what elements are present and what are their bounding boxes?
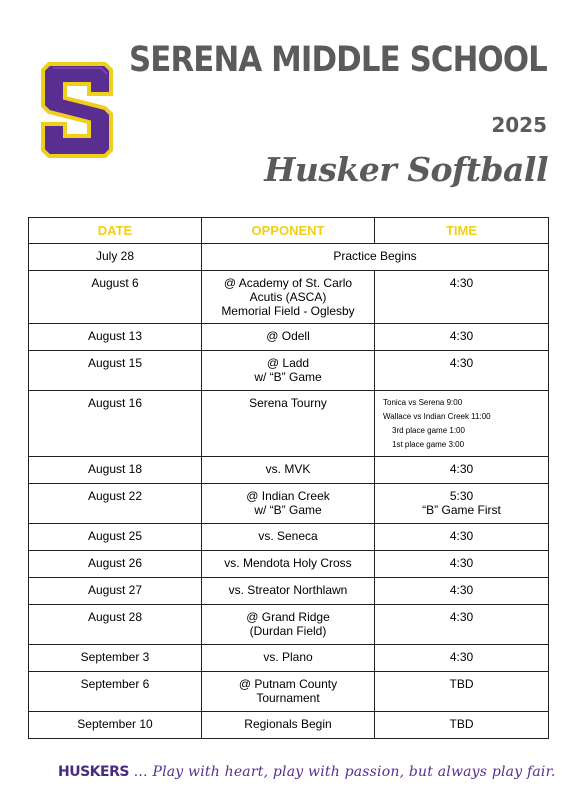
time-cell: 4:30 bbox=[375, 457, 549, 484]
time-line: “B” Game First bbox=[422, 503, 501, 517]
opponent-cell: vs. MVK bbox=[202, 457, 375, 484]
time-cell: 4:30 bbox=[375, 524, 549, 551]
date-cell: September 6 bbox=[29, 672, 202, 712]
table-row bbox=[29, 645, 549, 672]
time-cell bbox=[375, 484, 549, 524]
time-cell: 4:30 bbox=[375, 551, 549, 578]
table-row bbox=[29, 605, 549, 645]
date-cell: September 3 bbox=[29, 645, 202, 672]
header-time: TIME bbox=[375, 218, 549, 244]
date-cell: August 27 bbox=[29, 578, 202, 605]
table-header-row bbox=[29, 218, 549, 244]
header-opponent: OPPONENT bbox=[202, 218, 375, 244]
opponent-line: @ Ladd bbox=[266, 356, 310, 370]
date-cell: July 28 bbox=[29, 244, 202, 271]
opponent-line: w/ “B” Game bbox=[254, 370, 322, 384]
opponent-cell bbox=[202, 351, 375, 391]
opponent-line: @ Indian Creek bbox=[246, 489, 330, 503]
time-line: Tonica vs Serena 9:00 bbox=[383, 398, 463, 407]
date-cell: August 28 bbox=[29, 605, 202, 645]
opponent-line: w/ “B” Game bbox=[254, 503, 322, 517]
opponent-cell bbox=[202, 672, 375, 712]
table-row bbox=[29, 672, 549, 712]
opponent-cell bbox=[202, 605, 375, 645]
date-cell: August 18 bbox=[29, 457, 202, 484]
time-cell: TBD bbox=[375, 712, 549, 739]
table-row bbox=[29, 391, 549, 457]
time-cell: 4:30 bbox=[375, 605, 549, 645]
footer-motto-text: … Play with heart, play with passion, but always play fair. bbox=[128, 764, 556, 780]
opponent-cell: Practice Begins bbox=[202, 244, 549, 271]
school-logo bbox=[39, 60, 115, 160]
table-row bbox=[29, 578, 549, 605]
table-row bbox=[29, 324, 549, 351]
time-cell: 4:30 bbox=[375, 271, 549, 324]
opponent-line: @ Academy of St. Carlo bbox=[223, 276, 353, 290]
opponent-line: (Durdan Field) bbox=[249, 624, 327, 638]
school-name: SERENA MIDDLE SCHOOL bbox=[129, 40, 547, 80]
opponent-cell: Regionals Begin bbox=[202, 712, 375, 739]
footer-motto bbox=[58, 763, 556, 781]
date-cell: August 22 bbox=[29, 484, 202, 524]
opponent-line: Tournament bbox=[256, 691, 320, 705]
time-line: 5:30 bbox=[449, 489, 474, 503]
time-cell: 4:30 bbox=[375, 324, 549, 351]
time-cell: 4:30 bbox=[375, 351, 549, 391]
opponent-line: Memorial Field - Oglesby bbox=[221, 304, 355, 318]
time-line: Wallace vs Indian Creek 11:00 bbox=[383, 412, 491, 421]
table-row bbox=[29, 351, 549, 391]
date-cell: August 25 bbox=[29, 524, 202, 551]
opponent-cell: vs. Seneca bbox=[202, 524, 375, 551]
table-row bbox=[29, 524, 549, 551]
date-cell: August 16 bbox=[29, 391, 202, 457]
opponent-cell: vs. Plano bbox=[202, 645, 375, 672]
opponent-cell: vs. Streator Northlawn bbox=[202, 578, 375, 605]
time-cell: TBD bbox=[375, 672, 549, 712]
time-cell bbox=[375, 391, 549, 457]
date-cell: September 10 bbox=[29, 712, 202, 739]
header-date: DATE bbox=[29, 218, 202, 244]
opponent-cell bbox=[202, 271, 375, 324]
date-cell: August 15 bbox=[29, 351, 202, 391]
date-cell: August 13 bbox=[29, 324, 202, 351]
date-cell: August 6 bbox=[29, 271, 202, 324]
table-row bbox=[29, 484, 549, 524]
time-cell: 4:30 bbox=[375, 578, 549, 605]
time-line: 3rd place game 1:00 bbox=[392, 426, 465, 435]
time-line: 1st place game 3:00 bbox=[392, 440, 465, 449]
table-row bbox=[29, 271, 549, 324]
schedule-year: 2025 bbox=[491, 113, 547, 137]
table-row bbox=[29, 457, 549, 484]
opponent-line: Acutis (ASCA) bbox=[249, 290, 327, 304]
schedule-table bbox=[28, 217, 549, 739]
opponent-cell bbox=[202, 484, 375, 524]
footer-brand: HUSKERS bbox=[58, 764, 129, 780]
table-row bbox=[29, 712, 549, 739]
opponent-line: @ Putnam County bbox=[238, 677, 338, 691]
time-cell: 4:30 bbox=[375, 645, 549, 672]
opponent-line: @ Grand Ridge bbox=[246, 610, 330, 624]
date-cell: August 26 bbox=[29, 551, 202, 578]
opponent-cell: Serena Tourny bbox=[202, 391, 375, 457]
opponent-cell: vs. Mendota Holy Cross bbox=[202, 551, 375, 578]
team-title: Husker Softball bbox=[264, 150, 548, 189]
table-row bbox=[29, 244, 549, 271]
table-row bbox=[29, 551, 549, 578]
opponent-cell: @ Odell bbox=[202, 324, 375, 351]
